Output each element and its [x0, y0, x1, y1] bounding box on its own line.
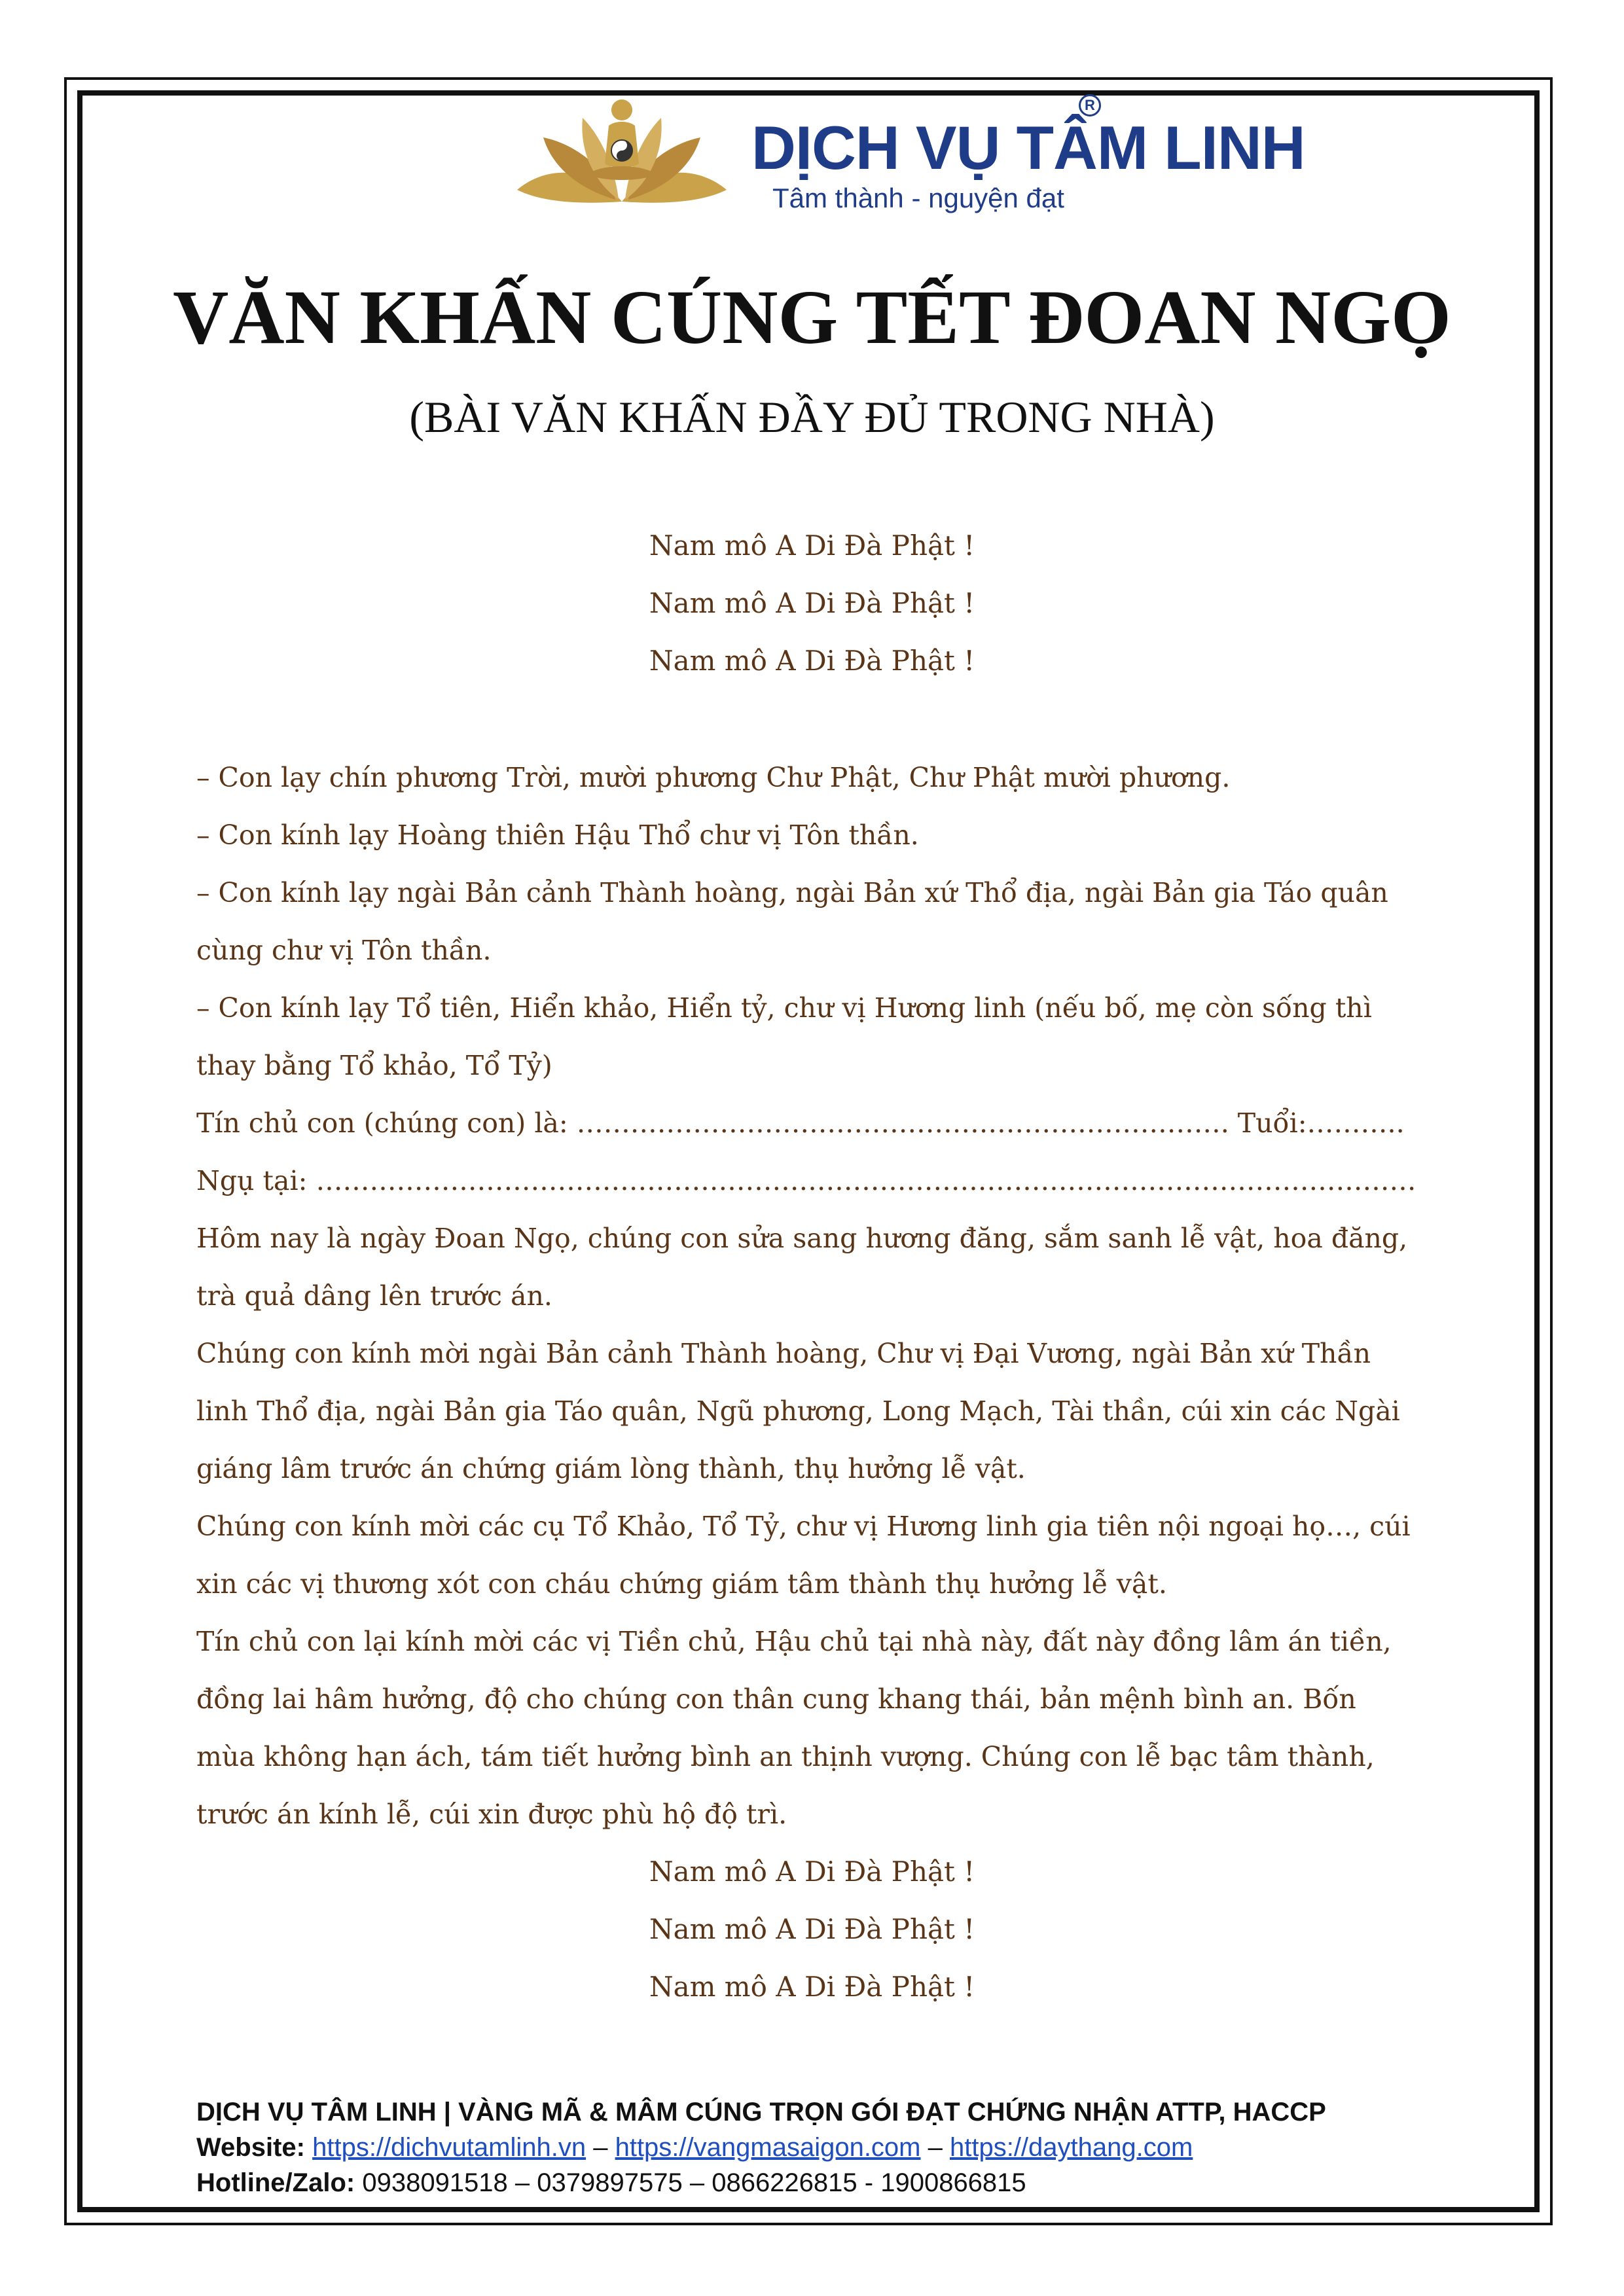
body-line: Chúng con kính mời các cụ Tổ Khảo, Tổ Tỷ, chư vị Hương linh gia tiên nội ngoại họ…, cúi — [196, 1511, 1411, 1542]
brand-slogan: Tâm thành - nguyện đạt — [772, 183, 1064, 213]
body-line: giáng lâm trước án chứng giám lòng thành, thụ hưởng lễ vật. — [196, 1453, 1026, 1484]
brand-name: DỊCH VỤ TÂM LINH — [751, 113, 1305, 182]
body-line: trước án kính lễ, cúi xin được phù hộ độ trì. — [196, 1799, 787, 1830]
lotus-meditation-logo-icon — [504, 92, 740, 223]
document-title: VĂN KHẤN CÚNG TẾT ĐOAN NGỌ — [173, 274, 1451, 360]
opening-chant-line: Nam mô A Di Đà Phật ! — [649, 587, 975, 619]
page-footer — [196, 2094, 1440, 2200]
brand-logo — [504, 92, 1305, 229]
name-age-fill-line: Tín chủ con (chúng con) là: ………………………………………………………………. Tuổi:……….. — [196, 1107, 1405, 1139]
link-separator: – — [920, 2133, 950, 2162]
address-fill-line: Ngụ tại: …………………………………………………………………………………………………………… — [196, 1165, 1416, 1196]
body-line: xin các vị thương xót con cháu chứng giám tâm thành thụ hưởng lễ vật. — [196, 1568, 1167, 1600]
registered-trademark-icon: R — [1079, 94, 1101, 117]
opening-chant-line: Nam mô A Di Đà Phật ! — [649, 645, 975, 677]
link-separator: – — [586, 2133, 615, 2162]
body-line: trà quả dâng lên trước án. — [196, 1280, 552, 1312]
body-line: – Con kính lạy Tổ tiên, Hiển khảo, Hiển tỷ, chư vị Hương linh (nếu bố, mẹ còn sống thì — [196, 992, 1372, 1024]
body-line: – Con kính lạy ngài Bản cảnh Thành hoàng, ngài Bản xứ Thổ địa, ngài Bản gia Táo quân — [196, 877, 1388, 908]
body-line: đồng lai hâm hưởng, độ cho chúng con thân cung khang thái, bản mệnh bình an. Bốn — [196, 1683, 1356, 1715]
body-line: – Con kính lạy Hoàng thiên Hậu Thổ chư vị Tôn thần. — [196, 819, 919, 851]
website-link-dichvutamlinh[interactable]: https://dichvutamlinh.vn — [312, 2133, 586, 2162]
body-line: Hôm nay là ngày Đoan Ngọ, chúng con sửa sang hương đăng, sắm sanh lễ vật, hoa đăng, — [196, 1223, 1408, 1254]
body-line: mùa không hạn ách, tám tiết hưởng bình an thịnh vượng. Chúng con lễ bạc tâm thành, — [196, 1741, 1375, 1772]
website-label: Website: — [196, 2133, 305, 2162]
hotline-label: Hotline/Zalo: — [196, 2168, 355, 2197]
body-line: Chúng con kính mời ngài Bản cảnh Thành hoàng, Chư vị Đại Vương, ngài Bản xứ Thần — [196, 1338, 1371, 1369]
footer-hotline-row — [196, 2165, 1440, 2200]
closing-chant-line: Nam mô A Di Đà Phật ! — [649, 1971, 975, 2003]
body-line: cùng chư vị Tôn thần. — [196, 935, 492, 966]
body-line: – Con lạy chín phương Trời, mười phương Chư Phật, Chư Phật mười phương. — [196, 762, 1231, 793]
website-link-vangmasaigon[interactable]: https://vangmasaigon.com — [615, 2133, 921, 2162]
opening-chant-line: Nam mô A Di Đà Phật ! — [649, 529, 975, 562]
footer-tagline: DỊCH VỤ TÂM LINH | VÀNG MÃ & MÂM CÚNG TRỌN GÓI ĐẠT CHỨNG NHẬN ATTP, HACCP — [196, 2098, 1326, 2126]
hotline-numbers: 0938091518 – 0379897575 – 0866226815 - 1900866815 — [355, 2168, 1026, 2197]
document-subtitle: (BÀI VĂN KHẤN ĐẦY ĐỦ TRONG NHÀ) — [409, 392, 1215, 442]
footer-website-row — [196, 2130, 1440, 2165]
closing-chant-line: Nam mô A Di Đà Phật ! — [649, 1913, 975, 1945]
body-line: Tín chủ con lại kính mời các vị Tiền chủ, Hậu chủ tại nhà này, đất này đồng lâm án tiền, — [196, 1626, 1392, 1657]
body-line: linh Thổ địa, ngài Bản gia Táo quân, Ngũ phương, Long Mạch, Tài thần, cúi xin các Ngài — [196, 1395, 1400, 1427]
body-line: thay bằng Tổ khảo, Tổ Tỷ) — [196, 1050, 552, 1081]
prayer-body — [196, 749, 1427, 1843]
website-link-daythang[interactable]: https://daythang.com — [949, 2133, 1193, 2162]
closing-chant-line: Nam mô A Di Đà Phật ! — [649, 1856, 975, 1888]
